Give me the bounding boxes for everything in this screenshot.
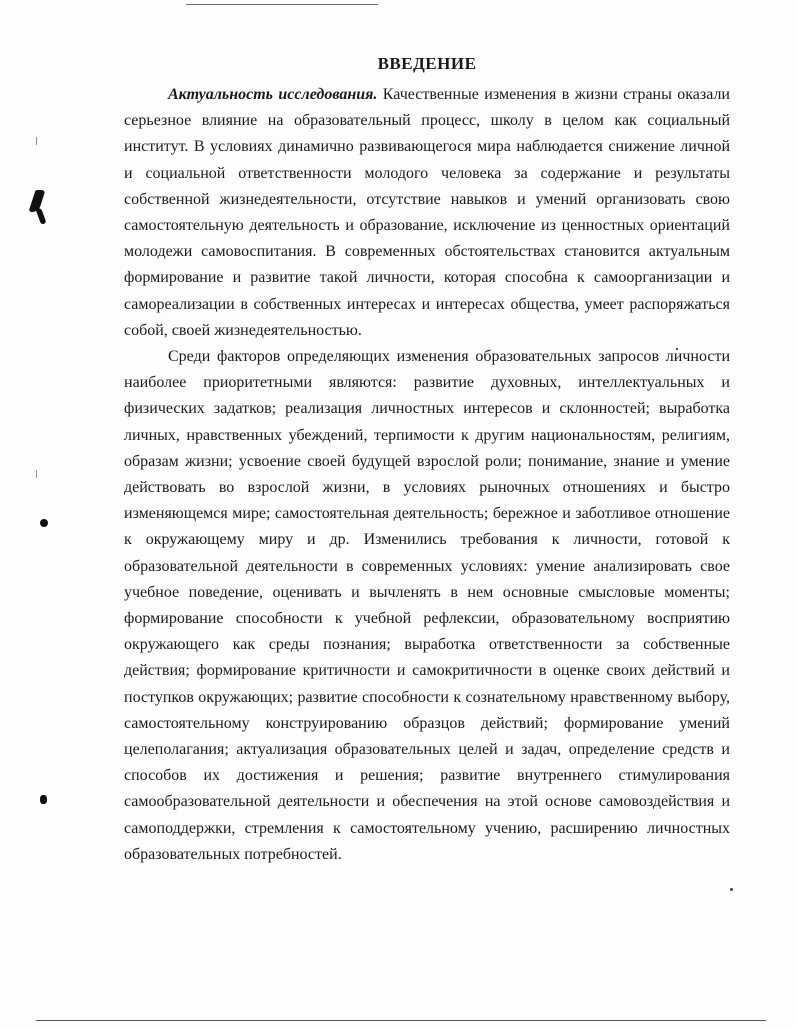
paragraph-text: Среди факторов определяющих изменения образовательных запросов личности наиболее приоритетными являются: развитие духовных, интеллектуальных и физических задатков; реализация личностных интересов и склонностей; выработка личных, нравственных убеждений, терпимости к другим национальностям, религиям, образам жизни; усвоение своей будущей взрослой роли; понимание, знание и умение действовать во взрослой жизни, в условиях рыночных отношениях и быстро изменяющемся мире; самостоятельная деятельность; бережное и заботливое отношение к окружающему миру и др. Изменились требования к личности, готовой к образовательной деятельности в современных условиях: умение анализировать свое учебное поведение, оценивать и вычленять в нем основные смысловые моменты; формирование способности к учебной рефлексии, образовательному восприятию окружающего как среды познания; выработка ответственности за собственные действия; формирование критичности и самокритичности в оценке своих действий и поступков окружающих; развитие способности к сознательному нравственному выбору, самостоятельному конструированию образцов действий; формирование умений целеполагания; актуализация образовательных целей и задач, определение средств и способов их достижения и решения; развитие внутреннего стимулирования самообразовательной деятельности и обеспечения на этой основе самовоздействия и самоподдержки, стремления к самостоятельному учению, расширению личностных образовательных потребностей. — [124, 348, 730, 863]
scan-artifact-tick — [36, 137, 37, 145]
scan-artifact-speck — [730, 888, 733, 891]
document-body — [124, 52, 730, 868]
scan-artifact-dot — [40, 519, 48, 527]
scan-artifact-tick — [36, 470, 37, 478]
bottom-rule — [36, 1020, 766, 1021]
document-title: ВВЕДЕНИЕ — [377, 54, 477, 73]
scan-artifact-mark — [35, 208, 47, 224]
paragraph-relevance — [124, 82, 730, 344]
paragraph-text: Качественные изменения в жизни страны оказали серьезное влияние на образовательный процесс, школу в целом как социальный институт. В условиях динамично развивающегося мира наблюдается снижение личной и социальной ответственности молодого человека за содержание и результаты собственной жизнедеятельности, отсутствие навыков и умений организовать свою самостоятельную деятельность и образование, исключение из ценностных ориентаций молодежи самовоспитания. В современных обстоятельствах становится актуальным формирование и развитие такой личности, которая способна к самоорганизации и самореализации в собственных интересах и интересах общества, умеет распоряжаться собой, своей жизнедеятельностью. — [124, 86, 730, 339]
paragraph-factors — [124, 344, 730, 868]
top-rule — [186, 4, 378, 5]
scan-artifact-dot — [40, 795, 47, 804]
paragraph-lead: Актуальность исследования. — [168, 86, 378, 103]
